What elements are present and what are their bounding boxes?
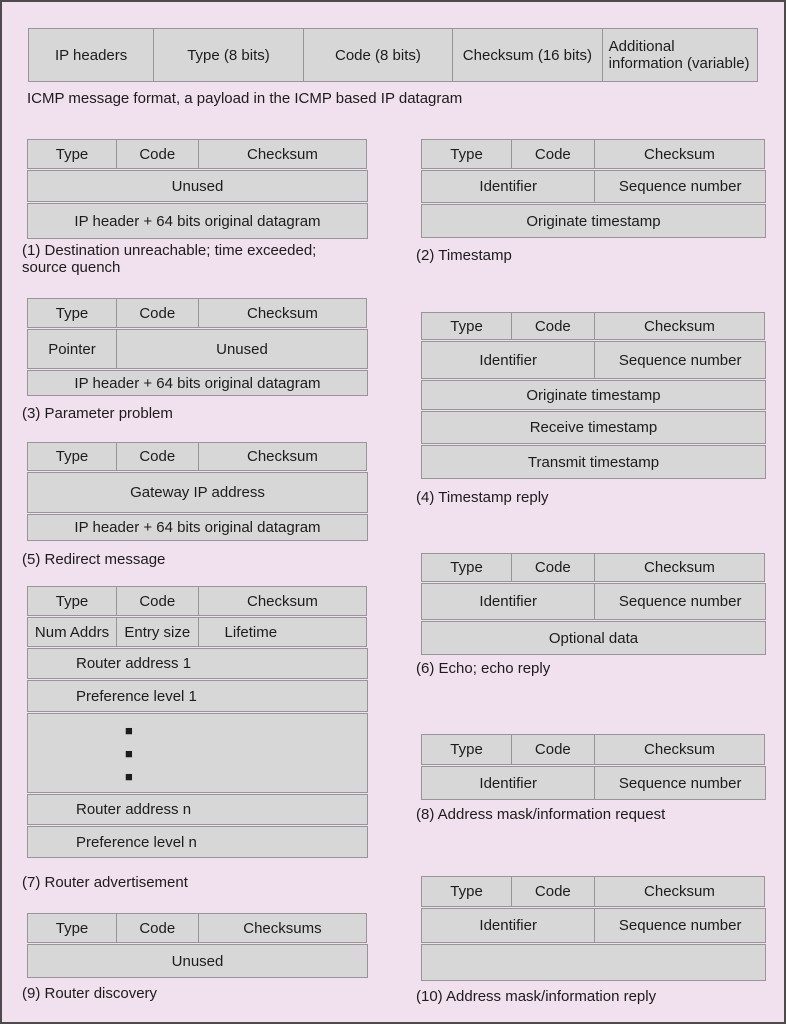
table-row bbox=[27, 298, 368, 328]
format-table-10 bbox=[421, 876, 766, 981]
field-cell-empty bbox=[421, 944, 766, 981]
format-table-6 bbox=[421, 553, 766, 655]
field-cell: Router address 1 bbox=[27, 648, 368, 679]
format-caption-5: (5) Redirect message bbox=[22, 551, 166, 568]
field-cell: Originate timestamp bbox=[421, 380, 766, 410]
field-cell: Type bbox=[27, 913, 117, 943]
table-row bbox=[421, 139, 766, 169]
table-row bbox=[27, 826, 368, 858]
table-row bbox=[27, 442, 368, 471]
format-caption-2: (2) Timestamp bbox=[416, 247, 512, 264]
field-cell: Code bbox=[511, 312, 594, 340]
field-cell-code: Code (8 bits) bbox=[303, 28, 453, 82]
table-row bbox=[421, 445, 766, 479]
field-cell: Type bbox=[421, 312, 512, 340]
table-row bbox=[421, 944, 766, 981]
field-cell: Type bbox=[27, 139, 117, 169]
format-table-5 bbox=[27, 442, 368, 541]
field-cell: Type bbox=[27, 298, 117, 328]
format-table-9 bbox=[27, 913, 368, 978]
field-cell: Type bbox=[421, 553, 512, 582]
field-cell: Unused bbox=[116, 329, 368, 369]
field-cell: Code bbox=[511, 139, 594, 169]
table-row bbox=[27, 139, 368, 169]
table-row bbox=[27, 913, 368, 943]
field-cell: Router address n bbox=[27, 794, 368, 825]
field-cell: IP header + 64 bits original datagram bbox=[27, 203, 368, 239]
field-cell: Type bbox=[421, 734, 512, 765]
field-cell: Identifier bbox=[421, 583, 595, 620]
field-cell: Checksum bbox=[198, 139, 368, 169]
format-table-4 bbox=[421, 312, 766, 479]
table-row bbox=[27, 472, 368, 513]
field-cell: Originate timestamp bbox=[421, 204, 766, 238]
field-cell-type: Type (8 bits) bbox=[153, 28, 303, 82]
field-cell: Code bbox=[511, 734, 594, 765]
field-cell: Checksum bbox=[594, 734, 766, 765]
field-cell-ip-headers: IP headers bbox=[28, 28, 154, 82]
format-table-3 bbox=[27, 298, 368, 396]
table-row bbox=[27, 203, 368, 239]
table-row bbox=[27, 514, 368, 541]
field-cell: IP header + 64 bits original datagram bbox=[27, 514, 368, 541]
format-caption-10: (10) Address mask/information reply bbox=[416, 988, 657, 1005]
field-cell: Lifetime bbox=[198, 617, 368, 647]
field-cell: Entry size bbox=[116, 617, 199, 647]
table-row bbox=[27, 680, 368, 712]
table-row bbox=[421, 170, 766, 203]
format-caption-8: (8) Address mask/information request bbox=[416, 806, 666, 823]
table-row bbox=[27, 329, 368, 369]
field-cell: Transmit timestamp bbox=[421, 445, 766, 479]
format-caption-6: (6) Echo; echo reply bbox=[416, 660, 551, 677]
table-row bbox=[421, 734, 766, 765]
format-caption-4: (4) Timestamp reply bbox=[416, 489, 549, 506]
table-row bbox=[421, 908, 766, 943]
table-row bbox=[421, 341, 766, 379]
field-cell: Type bbox=[27, 586, 117, 616]
field-cell: Code bbox=[116, 298, 199, 328]
field-cell: Optional data bbox=[421, 621, 766, 655]
field-cell: Type bbox=[421, 139, 512, 169]
field-cell: Type bbox=[27, 442, 117, 471]
format-caption-7: (7) Router advertisement bbox=[22, 874, 188, 891]
field-cell: Code bbox=[116, 139, 199, 169]
field-cell: Sequence number bbox=[594, 341, 766, 379]
table-row bbox=[421, 876, 766, 907]
table-row bbox=[421, 766, 766, 800]
table-row bbox=[27, 586, 368, 616]
format-table-8 bbox=[421, 734, 766, 800]
field-cell: Identifier bbox=[421, 908, 595, 943]
field-cell-checksum: Checksum (16 bits) bbox=[452, 28, 602, 82]
field-cell: Code bbox=[511, 553, 594, 582]
field-cell: Preference level 1 bbox=[27, 680, 368, 712]
table-row bbox=[27, 713, 368, 793]
field-cell: Checksum bbox=[594, 553, 766, 582]
ellipsis-dots bbox=[27, 713, 368, 793]
field-cell: Identifier bbox=[421, 170, 595, 203]
field-cell: Checksum bbox=[594, 312, 766, 340]
table-row bbox=[421, 312, 766, 340]
ellipsis-dot: ■ bbox=[125, 768, 133, 784]
field-cell: Identifier bbox=[421, 766, 595, 800]
table-row bbox=[27, 794, 368, 825]
table-row bbox=[27, 648, 368, 679]
table-row bbox=[27, 617, 368, 647]
table-row bbox=[421, 380, 766, 410]
field-cell: Identifier bbox=[421, 341, 595, 379]
field-cell: Preference level n bbox=[27, 826, 368, 858]
field-cell: Code bbox=[511, 876, 594, 907]
table-row bbox=[421, 621, 766, 655]
table-row bbox=[421, 553, 766, 582]
ellipsis-dot: ■ bbox=[125, 722, 133, 738]
field-cell-additional-info: Additional information (variable) bbox=[602, 28, 758, 82]
table-row bbox=[27, 170, 368, 202]
table-row bbox=[27, 370, 368, 396]
format-table-7 bbox=[27, 586, 368, 858]
format-caption-3: (3) Parameter problem bbox=[22, 405, 173, 422]
field-cell: Type bbox=[421, 876, 512, 907]
field-cell: Sequence number bbox=[594, 170, 766, 203]
field-cell: Code bbox=[116, 586, 199, 616]
main-caption: ICMP message format, a payload in the ICMP based IP datagram bbox=[27, 90, 463, 107]
table-row bbox=[421, 411, 766, 444]
field-cell: Sequence number bbox=[594, 766, 766, 800]
field-cell: Gateway IP address bbox=[27, 472, 368, 513]
field-cell: Sequence number bbox=[594, 908, 766, 943]
field-cell: IP header + 64 bits original datagram bbox=[27, 370, 368, 396]
icmp-message-format-table bbox=[28, 28, 762, 82]
field-cell: Checksum bbox=[198, 298, 368, 328]
format-table-1 bbox=[27, 139, 368, 239]
field-cell: Unused bbox=[27, 170, 368, 202]
field-cell: Receive timestamp bbox=[421, 411, 766, 444]
field-cell: Sequence number bbox=[594, 583, 766, 620]
field-cell: Checksums bbox=[198, 913, 368, 943]
field-cell: Checksum bbox=[198, 442, 368, 471]
field-cell: Num Addrs bbox=[27, 617, 117, 647]
format-caption-9: (9) Router discovery bbox=[22, 985, 158, 1002]
field-cell: Checksum bbox=[198, 586, 368, 616]
table-row bbox=[27, 944, 368, 978]
table-row bbox=[421, 583, 766, 620]
field-cell: Checksum bbox=[594, 139, 766, 169]
field-cell: Code bbox=[116, 913, 199, 943]
field-cell: Code bbox=[116, 442, 199, 471]
field-cell: Pointer bbox=[27, 329, 117, 369]
table-row bbox=[421, 204, 766, 238]
format-table-2 bbox=[421, 139, 766, 238]
field-cell: Unused bbox=[27, 944, 368, 978]
field-cell: Checksum bbox=[594, 876, 766, 907]
format-caption-1: (1) Destination unreachable; time exceeded; source quench bbox=[22, 242, 317, 276]
ellipsis-dot: ■ bbox=[125, 745, 133, 761]
